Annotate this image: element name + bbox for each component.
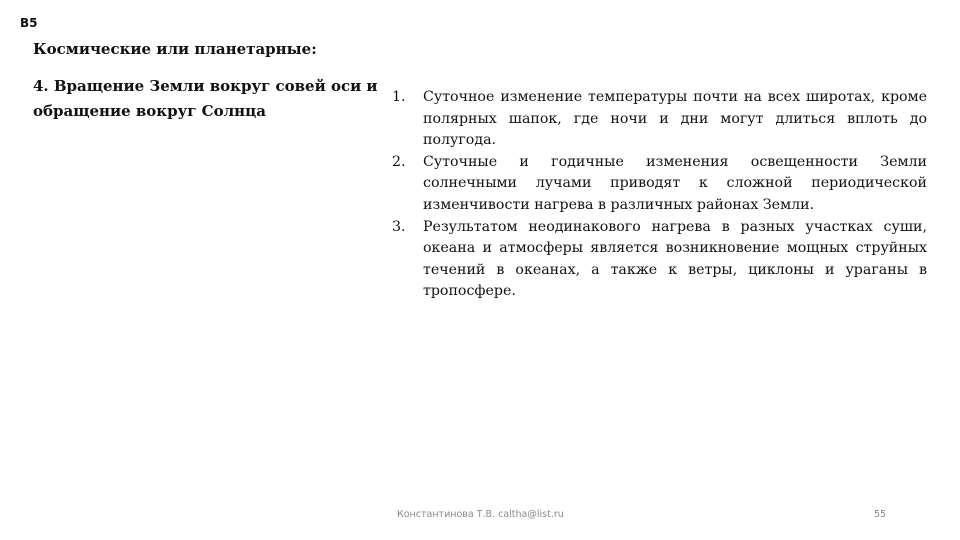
list-item-number: 3. [392, 218, 406, 235]
slide-code: B5 [20, 16, 38, 30]
slide-heading: Космические или планетарные: [33, 40, 317, 58]
slide-subheading: 4. Вращение Земли вокруг совей оси и обращение вокруг Солнца [33, 77, 378, 120]
page-number: 55 [874, 509, 887, 520]
list-item [392, 217, 927, 303]
list-item [392, 152, 927, 217]
list-item-text: Суточное изменение температуры почти на всех широтах, кроме полярных шапок, где ночи и дни могут длиться вплоть до полугода. [423, 89, 927, 149]
list-item-text: Суточные и годичные изменения освещенности Земли солнечными лучами приводят к сложной периодической изменчивости нагрева в различных районах Земли. [423, 153, 927, 213]
footer-author: Константинова Т.В. caltha@list.ru [397, 509, 564, 520]
list-item-text: Результатом неодинакового нагрева в разных участках суши, океана и атмосферы является возникновение мощных струйных течений в океанах, а также к ветры, циклоны и ураганы в тропосфере. [423, 218, 927, 300]
list-item-number: 2. [392, 153, 406, 170]
list-item [392, 87, 927, 152]
list-item-number: 1. [392, 89, 406, 105]
points-list [392, 87, 927, 303]
